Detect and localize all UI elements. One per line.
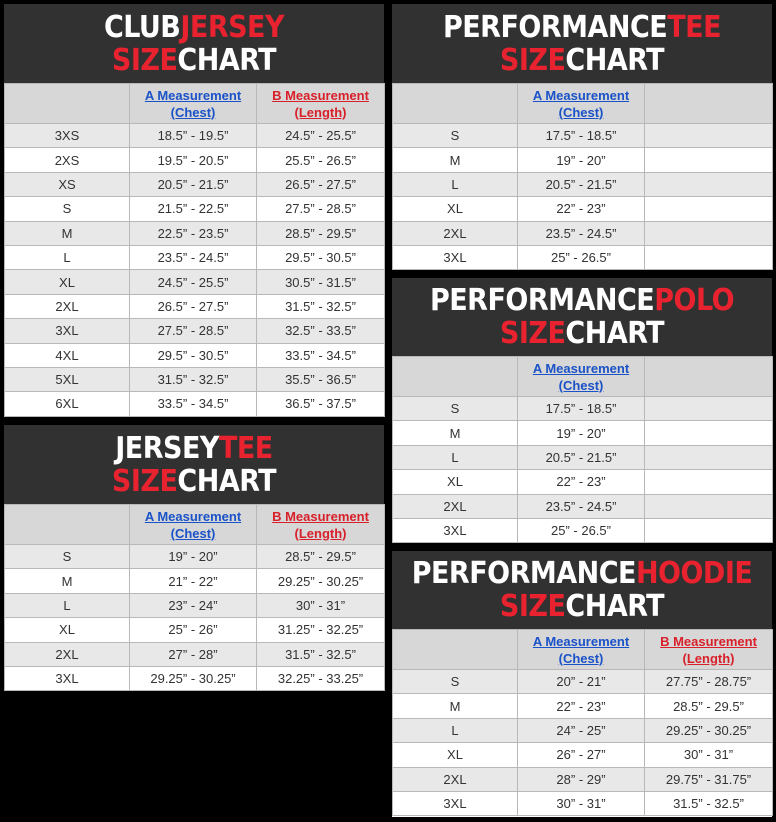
b-measurement-cell: 29.5” - 30.5” xyxy=(257,245,385,269)
size-cell: M xyxy=(393,148,518,172)
b-measurement-cell: 29.75” - 31.75” xyxy=(645,767,773,791)
a-measurement-header xyxy=(130,84,257,124)
table-row xyxy=(5,270,385,294)
b-measurement-cell xyxy=(645,518,773,542)
a-measurement-cell: 22” - 23” xyxy=(518,694,645,718)
b-measurement-cell: 27.75” - 28.75” xyxy=(645,670,773,694)
a-measurement-cell: 29.5” - 30.5” xyxy=(130,343,257,367)
club-jersey-chart xyxy=(4,4,384,416)
b-measurement-cell: 32.25” - 33.25” xyxy=(257,666,385,690)
table-row xyxy=(393,791,773,815)
size-cell: XL xyxy=(5,618,130,642)
b-measurement-cell xyxy=(645,445,773,469)
table-row xyxy=(393,743,773,767)
a-measurement-cell: 19” - 20” xyxy=(518,421,645,445)
a-measurement-label: A Measurement xyxy=(144,87,242,103)
b-measurement-cell: 33.5” - 34.5” xyxy=(257,343,385,367)
size-cell: M xyxy=(5,569,130,593)
a-measurement-cell: 20.5” - 21.5” xyxy=(518,172,645,196)
a-measurement-cell: 27” - 28” xyxy=(130,642,257,666)
size-table xyxy=(392,83,773,270)
a-measurement-cell: 20.5” - 21.5” xyxy=(518,445,645,469)
size-cell: M xyxy=(5,221,130,245)
chart-subtitle-red: SIZE xyxy=(499,316,566,351)
b-measurement-cell: 28.5” - 29.5” xyxy=(645,694,773,718)
table-row xyxy=(5,593,385,617)
b-measurement-cell: 24.5” - 25.5” xyxy=(257,124,385,148)
size-cell: 2XL xyxy=(5,294,130,318)
size-column-header xyxy=(393,357,518,397)
a-measurement-cell: 22.5” - 23.5” xyxy=(130,221,257,245)
b-measurement-cell: 26.5” - 27.5” xyxy=(257,172,385,196)
b-measurement-cell xyxy=(645,421,773,445)
size-column-header xyxy=(5,84,130,124)
chart-title-red: JERSEY xyxy=(180,9,285,45)
performance-hoodie-chart xyxy=(392,551,772,817)
b-measurement-cell: 32.5” - 33.5” xyxy=(257,319,385,343)
chart-subtitle-white: CHART xyxy=(565,316,665,351)
chart-title-white: PERFORMANCE xyxy=(442,9,668,45)
size-cell: XL xyxy=(393,743,518,767)
chart-title-white: PERFORMANCE xyxy=(429,283,655,318)
size-cell: 2XL xyxy=(393,767,518,791)
a-measurement-sublabel: (Chest) xyxy=(170,525,216,541)
chart-title xyxy=(4,432,384,465)
a-measurement-cell: 19” - 20” xyxy=(518,148,645,172)
a-measurement-cell: 29.25” - 30.25” xyxy=(130,666,257,690)
chart-title xyxy=(4,11,384,44)
size-cell: 2XS xyxy=(5,148,130,172)
size-table xyxy=(4,83,385,417)
chart-title xyxy=(392,557,772,590)
a-measurement-cell: 23.5” - 24.5” xyxy=(518,221,645,245)
size-cell: XS xyxy=(5,172,130,196)
a-measurement-label: A Measurement xyxy=(144,508,242,524)
b-measurement-cell: 31.5” - 32.5” xyxy=(645,791,773,815)
a-measurement-cell: 28” - 29” xyxy=(518,767,645,791)
b-measurement-cell: 28.5” - 29.5” xyxy=(257,221,385,245)
size-cell: 3XL xyxy=(393,245,518,269)
a-measurement-cell: 24” - 25” xyxy=(518,718,645,742)
a-measurement-cell: 25” - 26.5” xyxy=(518,245,645,269)
size-column-header xyxy=(393,630,518,670)
b-measurement-header xyxy=(645,84,773,124)
b-measurement-cell xyxy=(645,124,773,148)
b-measurement-label: B Measurement xyxy=(660,633,757,649)
b-measurement-cell: 30.5” - 31.5” xyxy=(257,270,385,294)
a-measurement-cell: 25” - 26.5” xyxy=(518,518,645,542)
a-measurement-label: A Measurement xyxy=(532,87,630,103)
table-row xyxy=(393,421,773,445)
table-row xyxy=(393,245,773,269)
a-measurement-cell: 19.5” - 20.5” xyxy=(130,148,257,172)
table-row xyxy=(5,172,385,196)
chart-subtitle xyxy=(392,590,772,623)
table-row xyxy=(5,545,385,569)
size-cell: 3XL xyxy=(393,518,518,542)
a-measurement-cell: 17.5” - 18.5” xyxy=(518,124,645,148)
a-measurement-cell: 25” - 26” xyxy=(130,618,257,642)
b-measurement-cell xyxy=(645,148,773,172)
b-measurement-cell: 25.5” - 26.5” xyxy=(257,148,385,172)
header-row xyxy=(393,84,773,124)
chart-title xyxy=(392,11,772,44)
chart-subtitle xyxy=(4,465,384,498)
chart-heading xyxy=(4,425,384,504)
b-measurement-cell xyxy=(645,197,773,221)
a-measurement-cell: 30” - 31” xyxy=(518,791,645,815)
table-row xyxy=(5,666,385,690)
size-cell: 6XL xyxy=(5,392,130,416)
b-measurement-cell: 30” - 31” xyxy=(645,743,773,767)
chart-subtitle-white: CHART xyxy=(177,463,277,499)
performance-tee-chart xyxy=(392,4,772,270)
a-measurement-cell: 21.5” - 22.5” xyxy=(130,197,257,221)
size-cell: L xyxy=(393,718,518,742)
table-row xyxy=(393,694,773,718)
b-measurement-cell: 27.5” - 28.5” xyxy=(257,197,385,221)
table-row xyxy=(5,618,385,642)
size-table xyxy=(4,504,385,691)
b-measurement-sublabel: (Length) xyxy=(294,525,347,541)
chart-heading xyxy=(4,4,384,83)
b-measurement-cell xyxy=(645,245,773,269)
a-measurement-cell: 22” - 23” xyxy=(518,197,645,221)
a-measurement-sublabel: (Chest) xyxy=(558,104,604,120)
table-row xyxy=(393,221,773,245)
header-row xyxy=(393,357,773,397)
a-measurement-cell: 23” - 24” xyxy=(130,593,257,617)
table-row xyxy=(5,343,385,367)
size-cell: 4XL xyxy=(5,343,130,367)
size-cell: S xyxy=(393,124,518,148)
chart-subtitle xyxy=(4,44,384,77)
table-row xyxy=(5,319,385,343)
size-table xyxy=(392,629,773,816)
header-row xyxy=(5,505,385,545)
b-measurement-cell: 31.5” - 32.5” xyxy=(257,294,385,318)
size-cell: 2XL xyxy=(393,494,518,518)
size-cell: 3XL xyxy=(393,791,518,815)
chart-title-white: JERSEY xyxy=(115,430,219,466)
chart-title-white: PERFORMANCE xyxy=(411,556,636,591)
b-measurement-label: B Measurement xyxy=(272,87,369,103)
chart-title-red: TEE xyxy=(218,430,273,466)
a-measurement-cell: 33.5” - 34.5” xyxy=(130,392,257,416)
size-cell: 3XL xyxy=(5,319,130,343)
size-column-header xyxy=(393,84,518,124)
b-measurement-header xyxy=(257,84,385,124)
b-measurement-header xyxy=(645,357,773,397)
b-measurement-cell: 36.5” - 37.5” xyxy=(257,392,385,416)
a-measurement-sublabel: (Chest) xyxy=(170,104,216,120)
table-row xyxy=(5,148,385,172)
size-cell: XL xyxy=(393,470,518,494)
b-measurement-cell: 31.5” - 32.5” xyxy=(257,642,385,666)
a-measurement-cell: 19” - 20” xyxy=(130,545,257,569)
b-measurement-cell: 29.25” - 30.25” xyxy=(645,718,773,742)
table-row xyxy=(5,642,385,666)
chart-title-red: TEE xyxy=(667,9,722,45)
chart-subtitle-white: CHART xyxy=(177,42,277,78)
a-measurement-label: A Measurement xyxy=(532,360,630,376)
table-row xyxy=(5,221,385,245)
chart-heading xyxy=(392,4,772,83)
size-cell: M xyxy=(393,694,518,718)
header-row xyxy=(5,84,385,124)
a-measurement-cell: 27.5” - 28.5” xyxy=(130,319,257,343)
size-cell: L xyxy=(393,172,518,196)
chart-title-red: HOODIE xyxy=(635,556,753,591)
a-measurement-cell: 20.5” - 21.5” xyxy=(130,172,257,196)
b-measurement-cell xyxy=(645,221,773,245)
a-measurement-header xyxy=(518,630,645,670)
chart-subtitle xyxy=(392,44,772,77)
jersey-tee-chart xyxy=(4,425,384,691)
size-cell: XL xyxy=(393,197,518,221)
a-measurement-cell: 20” - 21” xyxy=(518,670,645,694)
a-measurement-cell: 22” - 23” xyxy=(518,470,645,494)
a-measurement-cell: 18.5” - 19.5” xyxy=(130,124,257,148)
chart-title-red: POLO xyxy=(654,283,735,318)
b-measurement-cell xyxy=(645,470,773,494)
table-row xyxy=(393,670,773,694)
table-row xyxy=(393,397,773,421)
size-cell: M xyxy=(393,421,518,445)
a-measurement-sublabel: (Chest) xyxy=(558,377,604,393)
a-measurement-cell: 31.5” - 32.5” xyxy=(130,367,257,391)
chart-subtitle xyxy=(392,317,772,350)
a-measurement-cell: 21” - 22” xyxy=(130,569,257,593)
table-row xyxy=(5,392,385,416)
chart-subtitle-red: SIZE xyxy=(111,42,178,78)
b-measurement-cell: 28.5” - 29.5” xyxy=(257,545,385,569)
size-cell: S xyxy=(5,197,130,221)
chart-heading xyxy=(392,551,772,629)
b-measurement-header xyxy=(257,505,385,545)
table-row xyxy=(5,367,385,391)
chart-title xyxy=(392,284,772,317)
size-cell: L xyxy=(5,593,130,617)
size-cell: S xyxy=(393,397,518,421)
b-measurement-cell: 31.25” - 32.25” xyxy=(257,618,385,642)
chart-subtitle-red: SIZE xyxy=(499,42,566,78)
table-row xyxy=(393,124,773,148)
b-measurement-header xyxy=(645,630,773,670)
table-row xyxy=(5,124,385,148)
chart-subtitle-white: CHART xyxy=(565,589,665,624)
size-cell: L xyxy=(5,245,130,269)
table-row xyxy=(393,518,773,542)
a-measurement-header xyxy=(130,505,257,545)
a-measurement-cell: 23.5” - 24.5” xyxy=(130,245,257,269)
chart-subtitle-red: SIZE xyxy=(499,589,566,624)
chart-subtitle-white: CHART xyxy=(565,42,665,78)
b-measurement-cell: 29.25” - 30.25” xyxy=(257,569,385,593)
table-row xyxy=(393,767,773,791)
size-cell: L xyxy=(393,445,518,469)
size-cell: 5XL xyxy=(5,367,130,391)
a-measurement-label: A Measurement xyxy=(532,633,630,649)
table-row xyxy=(393,172,773,196)
chart-title-white: CLUB xyxy=(103,9,181,45)
size-cell: 3XS xyxy=(5,124,130,148)
b-measurement-sublabel: (Length) xyxy=(682,650,735,666)
table-row xyxy=(393,445,773,469)
b-measurement-cell: 35.5” - 36.5” xyxy=(257,367,385,391)
size-cell: S xyxy=(5,545,130,569)
a-measurement-cell: 17.5” - 18.5” xyxy=(518,397,645,421)
b-measurement-cell xyxy=(645,172,773,196)
a-measurement-cell: 24.5” - 25.5” xyxy=(130,270,257,294)
a-measurement-sublabel: (Chest) xyxy=(558,650,604,666)
size-cell: 2XL xyxy=(393,221,518,245)
chart-subtitle-red: SIZE xyxy=(111,463,178,499)
table-row xyxy=(5,197,385,221)
b-measurement-cell xyxy=(645,397,773,421)
size-column-header xyxy=(5,505,130,545)
size-cell: XL xyxy=(5,270,130,294)
table-row xyxy=(5,294,385,318)
size-cell: S xyxy=(393,670,518,694)
b-measurement-cell: 30” - 31” xyxy=(257,593,385,617)
a-measurement-cell: 26” - 27” xyxy=(518,743,645,767)
a-measurement-header xyxy=(518,357,645,397)
performance-polo-chart xyxy=(392,278,772,543)
table-row xyxy=(5,569,385,593)
table-row xyxy=(393,470,773,494)
size-cell: 2XL xyxy=(5,642,130,666)
a-measurement-cell: 23.5” - 24.5” xyxy=(518,494,645,518)
b-measurement-label: B Measurement xyxy=(272,508,369,524)
table-row xyxy=(393,197,773,221)
b-measurement-cell xyxy=(645,494,773,518)
table-row xyxy=(393,148,773,172)
table-row xyxy=(393,718,773,742)
a-measurement-header xyxy=(518,84,645,124)
header-row xyxy=(393,630,773,670)
table-row xyxy=(5,245,385,269)
chart-heading xyxy=(392,278,772,356)
a-measurement-cell: 26.5” - 27.5” xyxy=(130,294,257,318)
size-table xyxy=(392,356,773,543)
b-measurement-sublabel: (Length) xyxy=(294,104,347,120)
size-cell: 3XL xyxy=(5,666,130,690)
table-row xyxy=(393,494,773,518)
